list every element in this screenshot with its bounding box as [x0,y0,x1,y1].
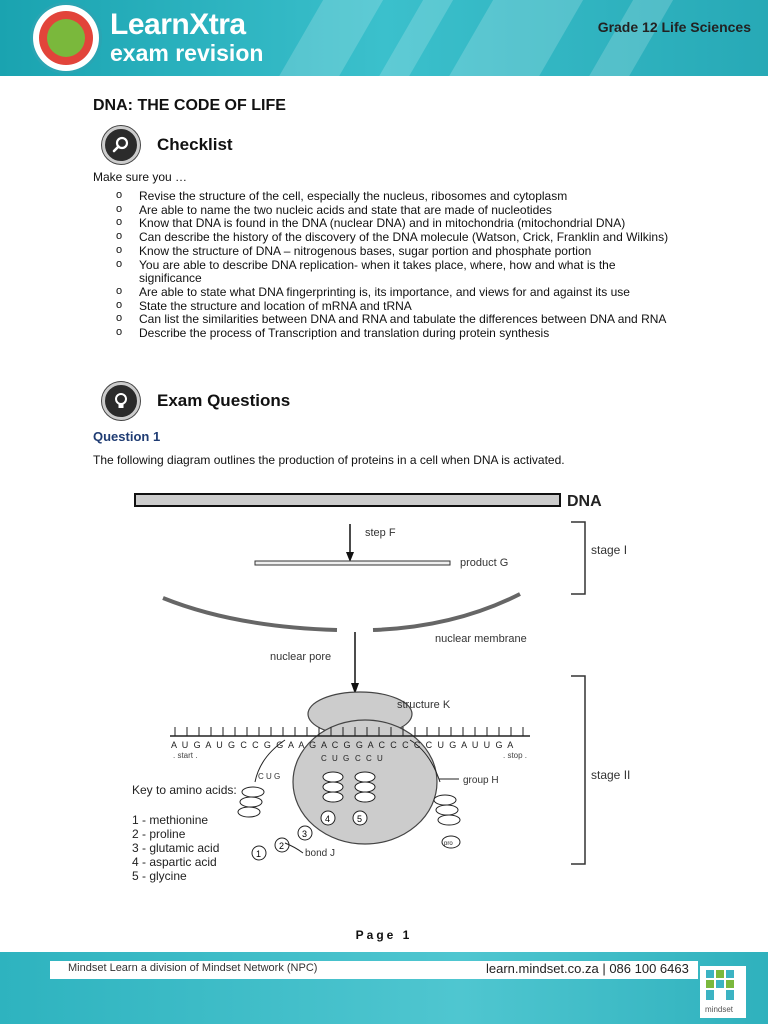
list-item: o Are able to state what DNA fingerprinting is, its importance, and views for and against its use [116,286,676,300]
nuclear-pore-label: nuclear pore [270,651,332,663]
mrna-sequence: A U G A U G C C G G A A G A C G G A C C C C C U G A U U G A [171,740,515,750]
start-label: . start . [173,751,198,760]
list-item: o Are able to name the two nucleic acids and state that are made of nucleotides [116,204,676,218]
page-footer [0,952,768,1024]
amino-number-4: 4 [325,814,331,824]
brand-name: LearnXtra [110,8,246,41]
brand-subtitle: exam revision [110,40,264,66]
list-item: o You are able to describe DNA replication- when it takes place, where, how and what is the significance [116,259,676,286]
mindset-logo [700,966,746,1018]
exam-questions-heading [102,382,290,420]
amino-number-3: 3 [302,829,308,839]
list-item: o State the structure and location of mRNA and tRNA [116,300,676,314]
nuclear-membrane-right [373,594,520,630]
mindset-logo-text: mindset [705,1005,734,1014]
key-item: 2 - proline [132,827,186,841]
amino-number-5: 5 [357,814,363,824]
list-item: o Can list the similarities between DNA and RNA and tabulate the differences between DNA and RNA [116,313,676,327]
dna-strand [135,494,560,506]
magnifier-icon [102,126,140,164]
protein-synthesis-diagram [125,482,645,912]
list-item: o Revise the structure of the cell, especially the nucleus, ribosomes and cytoplasm [116,190,676,204]
stage-1-label: stage I [591,543,628,557]
amino-number-1: 1 [256,849,262,859]
product-g [255,561,450,565]
nuclear-membrane-label: nuclear membrane [435,633,527,645]
key-title: Key to amino acids: [132,783,237,797]
footer-organization: Mindset Learn a division of Mindset Network (NPC) [68,962,318,974]
checklist [116,190,676,341]
key-item: 1 - methionine [132,813,209,827]
group-h-label: group H [463,775,499,786]
key-item: 5 - glycine [132,869,187,883]
page-number: Page 1 [355,928,413,942]
list-item: o Know the structure of DNA – nitrogenous bases, sugar portion and phosphate portion [116,245,676,259]
learnxtra-logo [33,5,99,71]
page-title: DNA: THE CODE OF LIFE [93,97,286,114]
anticodon-2: C C U [355,754,385,763]
stage-2-label: stage II [591,768,631,782]
product-g-label: product G [460,557,509,569]
checklist-heading [102,126,233,164]
checklist-intro: Make sure you … [93,170,188,184]
trna-right [434,795,460,825]
stage-1-bracket [571,522,585,594]
stage-2-bracket [571,676,585,864]
list-item: o Can describe the history of the discovery of the DNA molecule (Watson, Crick, Franklin and Wilkins) [116,231,676,245]
pro-label: pro [444,841,453,847]
grade-label: Grade 12 Life Sciences [597,19,751,35]
lightbulb-icon [102,382,140,420]
question-text: The following diagram outlines the production of proteins in a cell when DNA is activated. [93,453,565,467]
left-trna-anticodon: C U G [258,772,281,781]
stop-label: . stop . [503,751,528,760]
checklist-title: Checklist [157,135,233,154]
key-item: 4 - aspartic acid [132,855,217,869]
key-item: 3 - glutamic acid [132,841,220,855]
bond-j-label: bond J [305,848,336,859]
amino-number-2: 2 [279,841,285,851]
list-item: o Know that DNA is found in the DNA (nuclear DNA) and in mitochondria (mitochondrial DNA) [116,217,676,231]
question-label: Question 1 [93,429,161,444]
nuclear-membrane-left [163,598,337,630]
anticodon-1: C U G [321,754,351,763]
exam-questions-title: Exam Questions [157,391,291,410]
structure-k-label: structure K [397,699,451,711]
page-header [0,0,768,76]
footer-contact: learn.mindset.co.za | 086 100 6463 [486,961,689,976]
trna-left [238,787,264,817]
dna-label: DNA [567,493,602,510]
list-item: o Describe the process of Transcription and translation during protein synthesis [116,327,676,341]
step-f-label: step F [365,527,396,539]
